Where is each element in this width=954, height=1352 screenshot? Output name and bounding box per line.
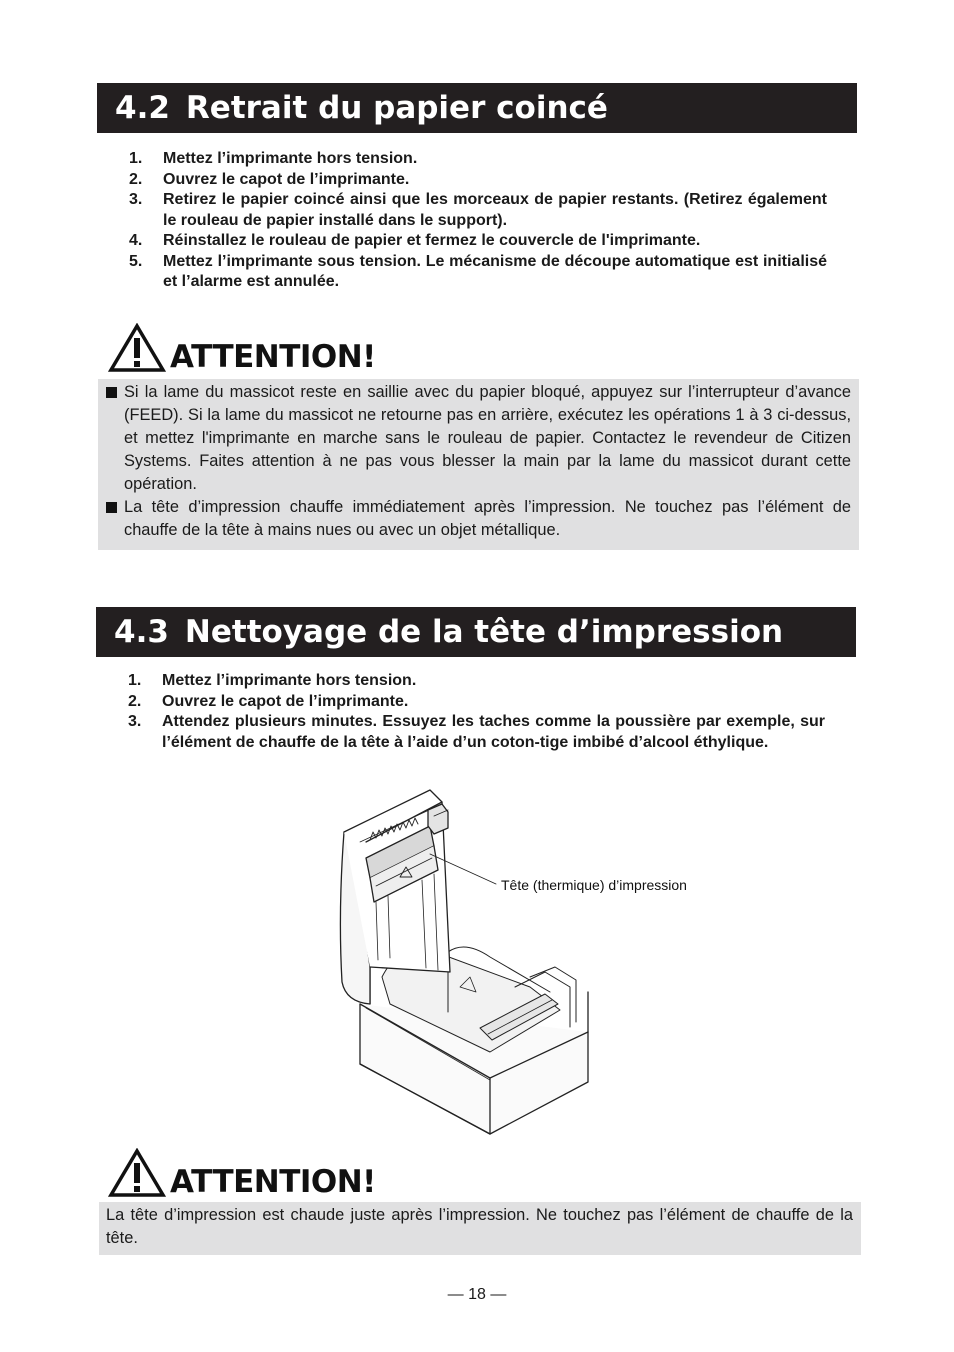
step-number: 2. bbox=[128, 692, 142, 710]
step-item bbox=[128, 712, 825, 753]
step-text: Mettez l’imprimante sous tension. Le mécanisme de découpe automatique est initialisé et l’alarme est annulée. bbox=[163, 252, 827, 290]
section-4-2-heading bbox=[97, 83, 857, 133]
step-number: 1. bbox=[129, 150, 143, 167]
step-item bbox=[129, 252, 827, 293]
step-text: Ouvrez le capot de l’imprimante. bbox=[163, 170, 410, 188]
step-number: 2. bbox=[129, 170, 143, 188]
step-text: Retirez le papier coincé ainsi que les morceaux de papier restants. (Retirez également le rouleau de papier installé dans le support). bbox=[163, 191, 827, 229]
section-4-2-steps bbox=[129, 149, 827, 293]
step-item bbox=[129, 170, 827, 191]
attention-notice bbox=[98, 379, 859, 550]
attention-heading bbox=[108, 323, 376, 373]
step-item bbox=[129, 149, 827, 170]
attention-title: ATTENTION! bbox=[170, 339, 376, 375]
warning-triangle-icon bbox=[108, 323, 166, 373]
notice-item bbox=[105, 496, 851, 542]
notice-text: Si la lame du massicot reste en saillie avec du papier bloqué, appuyez sur l’interrupteur d’avance (FEED). Si la lame du massicot ne retourne pas en arrière, exécutez les opérations 1 à 3 ci-dessus, et mettez l'imprimante en marche sans le rouleau de papier. Contactez le revendeur de Citizen Systems. Faites attention à ne pas vous blesser la main par la lame du massicot durant cette opération. bbox=[124, 383, 851, 493]
section-number: 4.3 bbox=[114, 614, 169, 650]
page-number: — 18 — bbox=[447, 1286, 507, 1303]
step-number: 4. bbox=[129, 232, 143, 249]
section-4-3-heading bbox=[96, 607, 856, 657]
attention-notice bbox=[99, 1202, 861, 1255]
section-number: 4.2 bbox=[115, 90, 170, 126]
step-text: Ouvrez le capot de l’imprimante. bbox=[162, 692, 409, 710]
step-text: Mettez l’imprimante hors tension. bbox=[162, 672, 417, 689]
printer-illustration bbox=[330, 782, 600, 1144]
section-4-3-steps bbox=[128, 671, 825, 753]
attention-title: ATTENTION! bbox=[170, 1164, 376, 1200]
step-number: 3. bbox=[129, 191, 143, 208]
bullet-square-icon bbox=[106, 387, 117, 398]
notice-text: La tête d’impression est chaude juste après l’impression. Ne touchez pas l’élément de chauffe de la tête. bbox=[106, 1206, 853, 1247]
step-item bbox=[129, 231, 827, 252]
section-title: Retrait du papier coincé bbox=[185, 90, 608, 126]
step-item bbox=[128, 671, 825, 692]
step-item bbox=[129, 190, 827, 231]
step-text: Réinstallez le rouleau de papier et fermez le couvercle de l'imprimante. bbox=[163, 232, 701, 249]
step-number: 5. bbox=[129, 252, 143, 270]
step-text: Mettez l’imprimante hors tension. bbox=[163, 150, 418, 167]
step-item bbox=[128, 692, 825, 713]
step-text: Attendez plusieurs minutes. Essuyez les taches comme la poussière par exemple, sur l’élément de chauffe de la tête à l’aide d’un coton-tige imbibé d’alcool éthylique. bbox=[162, 713, 825, 751]
step-number: 1. bbox=[128, 672, 142, 689]
step-number: 3. bbox=[128, 713, 142, 730]
notice-text: La tête d’impression chauffe immédiatement après l’impression. Ne touchez pas l’élément de chauffe de la tête à mains nues ou avec un objet métallique. bbox=[124, 498, 851, 539]
warning-triangle-icon bbox=[108, 1148, 166, 1198]
notice-item bbox=[105, 381, 851, 496]
thermal-head-label: Tête (thermique) d’impression bbox=[501, 877, 687, 893]
bullet-square-icon bbox=[106, 502, 117, 513]
section-title: Nettoyage de la tête d’impression bbox=[184, 614, 784, 650]
attention-heading bbox=[108, 1148, 376, 1198]
